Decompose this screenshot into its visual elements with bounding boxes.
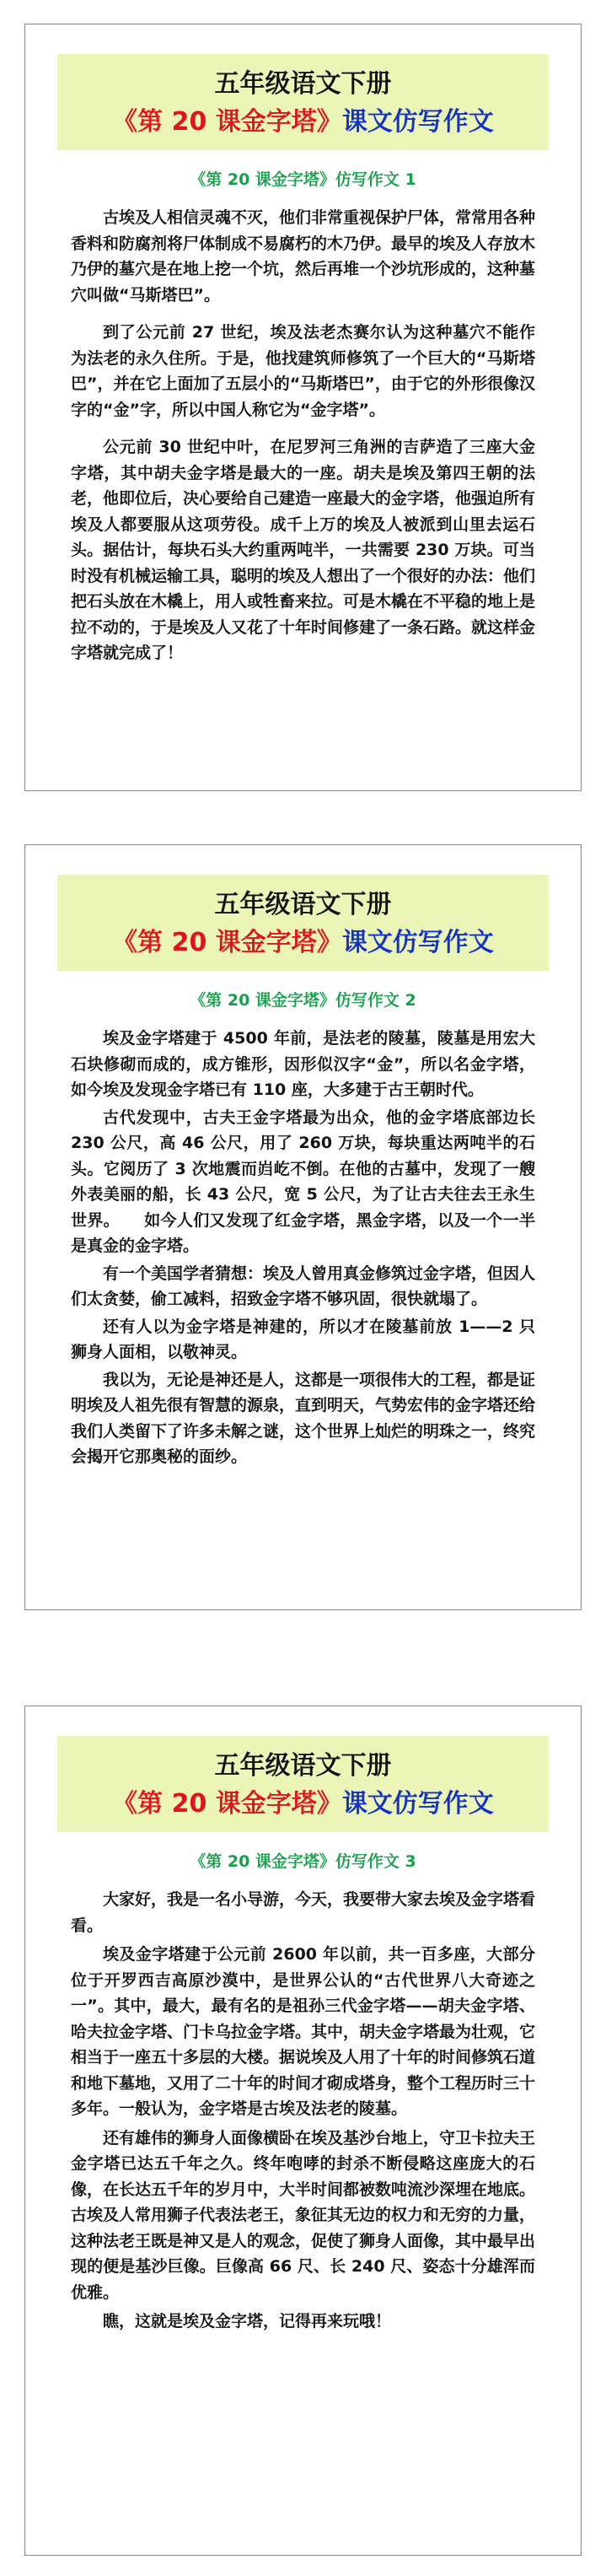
paragraph: 公元前 30 世纪中叶，在尼罗河三角洲的吉萨造了三座大金字塔，其中胡夫金字塔是最大的一座。胡夫是埃及第四王朝的法老，他即位后，决心要给自己建造一座最大的金字塔，他强迫所有埃及人都要服从这项劳役。成千上万的埃及人被派到山里去运石头。据估计，每块石头大约重两吨半，一共需要 230 万块。可当时没有机械运输工具，聪明的埃及人想出了一个很好的办法：他们把石头放在木橇上，用人或牲畜来拉。可是木橇在不平稳的地上是拉不动的，于是埃及人又花了十年时间修建了一条石路。就这样金字塔就完成了！ [71,438,536,662]
paragraph: 瞧，这就是埃及金字塔，记得再来玩哦！ [103,2312,392,2331]
title-banner [57,875,549,971]
lesson-title [57,924,549,962]
paragraph: 到了公元前 27 世纪，埃及法老杰赛尔认为这种墓穴不能作为法老的永久住所。于是，他找建筑师修筑了一个巨大的“马斯塔巴”，并在它上面加了五层小的“马斯塔巴”，由于它的外形很像汉字的“金”字，所以中国人称它为“金字塔”。 [71,323,535,419]
paragraph: 古代发现中，古夫王金字塔最为出众，他的金字塔底部边长 230 公尺，高 46 公尺，用了 260 万块，每块重达两吨半的石头。它阅历了 3 次地震而岿屹不倒。在他的古墓中，发现了一艘外表美丽的船，长 43 公尺，宽 5 公尺，为了让古夫往去王永生世界。 如今人们又发现了红金字塔，黑金字塔，以及一个一半是真金的金字塔。 [71,1107,535,1255]
lesson-title-red: 《第 20 课金字塔》 [112,107,342,137]
paragraph: 大家好，我是一名小导游，今天，我要带大家去埃及金字塔看看。 [71,1890,536,1935]
lesson-title-blue: 课文仿写作文 [341,1789,494,1819]
paragraph: 有一个美国学者猜想：埃及人曾用真金修筑过金字塔，但因人们太贪婪，偷工减料，招致金字塔不够巩固，很快就塌了。 [71,1264,536,1308]
paragraph: 埃及金字塔建于 4500 年前，是法老的陵墓，陵墓是用宏大石块修砌而成的，成方锥形，因形似汉字“金”，所以名金字塔，如今埃及发现金字塔已有 110 座，大多建于古王朝时代。 [71,1029,535,1099]
grade-title: 五年级语文下册 [214,890,392,919]
paragraph: 古埃及人相信灵魂不灭，他们非常重视保护尸体，常常用各种香料和防腐剂将尸体制成不易腐朽的木乃伊。最早的埃及人存放木乃伊的墓穴是在地上挖一个坑，然后再堆一个沙坑形成的，这种墓穴叫做“马斯塔巴”。 [71,208,536,304]
grade-title: 五年级语文下册 [214,69,392,99]
grade-title: 五年级语文下册 [214,1751,392,1781]
paragraph: 还有雄伟的狮身人面像横卧在埃及基沙台地上，守卫卡拉夫王金字塔已达五千年之久。终年咆哮的封杀不断侵略这座庞大的石像，在长达五千年的岁月中，大半时间都被数吨流沙深埋在地底。古埃及人常用狮子代表法老王，象征其无边的权力和无穷的力量，这种法老王既是神又是人的观念，促使了狮身人面像，其中最早出现的便是基沙巨像。巨像高 66 尺、长 240 尺、姿态十分雄浑而优雅。 [71,2128,536,2302]
lesson-title-blue: 课文仿写作文 [341,928,494,957]
lesson-title-blue: 课文仿写作文 [341,107,494,137]
lesson-title [57,103,549,142]
title-banner [57,54,549,150]
essay-subtitle: 《第 20 课金字塔》仿写作文 2 [190,991,416,1010]
essay-body [25,1026,581,1470]
title-banner [57,1736,549,1832]
essay-subtitle: 《第 20 课金字塔》仿写作文 1 [190,170,416,189]
essay-card-2 [24,844,582,1610]
lesson-title [57,1785,549,1824]
paragraph: 还有人以为金字塔是神建的，所以才在陵墓前放 1——2 只狮身人面相，以敬神灵。 [71,1317,535,1361]
paragraph: 埃及金字塔建于公元前 2600 年以前，共一百多座，大部分位于开罗西吉高原沙漠中，是世界公认的“古代世界八大奇迹之一”。其中，最大，最有名的是祖孙三代金字塔——胡夫金字塔、哈夫拉金字塔、门卡乌拉金字塔。其中，胡夫金字塔最为壮观，它相当于一座五十多层的大楼。据说埃及人用了十年的时间修筑石道和地下墓地，又用了二十年的时间才砌成塔身，整个工程历时三十多年。一般认为，金字塔是古埃及法老的陵墓。 [71,1945,536,2118]
lesson-title-red: 《第 20 课金字塔》 [112,1789,342,1819]
lesson-title-red: 《第 20 课金字塔》 [112,928,342,957]
essay-card-3 [24,1706,582,2556]
essay-body [25,1887,581,2335]
paragraph: 我以为，无论是神还是人，这都是一项很伟大的工程，都是证明埃及人祖先很有智慧的源泉，直到明天，气势宏伟的金字塔还给我们人类留下了许多未解之谜，这个世界上灿烂的明珠之一，终究会揭开它那奥秘的面纱。 [71,1370,536,1466]
essay-card-1 [24,24,582,791]
essay-body [25,205,581,666]
essay-subtitle: 《第 20 课金字塔》仿写作文 3 [190,1852,416,1871]
